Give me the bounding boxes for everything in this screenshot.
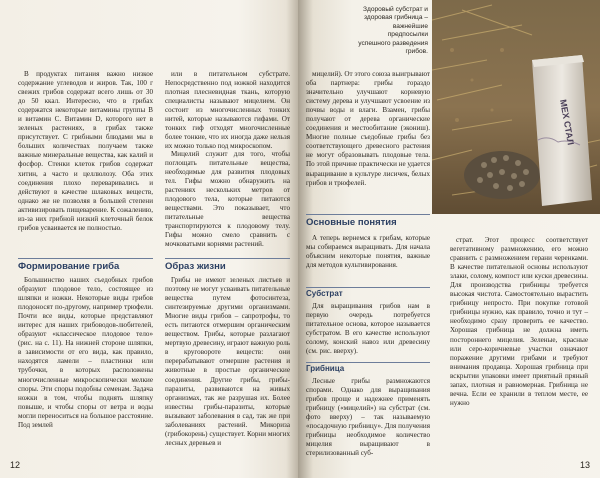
bag-label: МЕХ СТАЛ	[558, 98, 576, 146]
left-page	[0, 0, 298, 478]
right-top-paragraph: мицелий). От этого союза выигрывают оба партнера: грибы гораздо значительно улучшают корневую систему дерева и улучшают усвоение из почвы воды и влаги. Взамен, грибы получают от дерева органические соединения и местообитание (экониш). Многие полные съедобные грибы без соответствующего древесного растения не могут образовывать плодовые тела. По этой причине практически не удается выращивание в культуре лисичек, белых грибов и трюфелей.	[306, 70, 430, 187]
concepts-paragraph: А теперь вернемся к грибам, которые мы собираемся выращивать. Для начала объясним некоторые понятия, важные для методов культивирования.	[306, 234, 430, 270]
middle-column-top: или в питательном субстрате. Непосредственно под ножкой находится плотная плесневидная ткань, которую специалисты называют мицелием. Он состоит из многочисленных тонких нитей, которые называются гифами. От тонких гиф отходят многочисленные более тонкие, что их иногда даже нельзя их можно только под микроскопом.	[165, 70, 290, 151]
photo-caption: Здоровый субстрат и здоровая грибница – важнейшие предпосылки успешного разведения грибов.	[358, 6, 428, 56]
substrate-paragraph: Для выращивания грибов нам в первую очередь потребуется питательное основа, которое называется субстратом. В его качестве используют солому, конский навоз или древесину (см. рис. вверху).	[306, 302, 430, 356]
photo-illustration	[432, 0, 600, 214]
right-column-paragraph: страт. Этот процесс соответствует вегетативному размножению, его можно сравнить с размножением герани черенками. В качестве питательной основы используют злаки, солому, компост или куски древесины. Для производства грибницы требуется высокая чистота. Самостоятельно вырастить грибницу непросто. При покупке готовой грибницы нужно, как правило, точно и тут – необходимо сразу проверить ее качество. Хорошая грибница не должна иметь постороннего мицелия. Зеленые, красные или серо-коричневые участки означают поражение другими грибами и требуют внимания продавца. Хорошая грибница при вскрытии упаковки имеет приятный пряный запах, плотная и равномерная. Грибница не вечна. Если ее хранили в теплом месте, ее нужно	[450, 236, 588, 407]
heading-formation: Формирование гриба	[18, 258, 153, 272]
page-number-left: 12	[10, 460, 21, 470]
formation-paragraph: Большинство наших съедобных грибов образуют плодовое тело, состоящее из шляпки и ножки. Некоторые виды грибов плодоносят по-другому, например трюфели. Почти все виды, которые представляют интерес для наших грибоводов-любителей, образуют «классическое плодовое тело» (рис. на с. 11). На нижней стороне шляпки, в зависимости от его вида, как правило, находятся ламели – пластинки или трубочки, в которых расположены многочисленные микроскопически мелкие споры. Эти споры подобны семенам. Задача ножки в том, чтобы поднять шляпку повыше, и чтобы споры от ветра и воды могли переноситься на большое расстояние. Под землей	[18, 276, 153, 429]
lifestyle-paragraph: Грибы не имеют зеленых листьев и поэтому не могут усваивать питательные вещества путем фотосинтеза, синтезируемые другими организмами. Многие виды грибов – сапротрофы, то есть питаются отмершим органическим веществом. Грибы, которые разлагают мертвую древесину, играют важную роль в круговороте веществ: они перерабатывают отмершие растения и животные в простые органические соединения. Другие грибы, грибы-паразиты, развиваются на живых организмах, так же разрушая их. Более известны грибы-паразиты, которые вызывают заболевания в сад, так же при заболеваниях растений. Микориза (грибокорень) существует. Корни многих лесных деревьев и	[165, 276, 290, 447]
heading-basic-concepts: Основные понятия	[306, 214, 430, 228]
heading-substrate: Субстрат	[306, 287, 430, 298]
intro-paragraph: В продуктах питания важно низкое содержание углеводов и жиров. Так, 100 г свежих грибов содержат всего лишь от 30 до 50 ккал. Интересно, что в грибах содержатся некоторые витамины группы В и витамин С. Витамин D, которого нет в зеленых растениях, в грибах также присутствует. С грибными блюдами мы в больших количествах получаем также важные минеральные вещества, как калий и фосфор. Стенки клеток грибов содержат хитин, а часто и целлюлозу. Оба этих соединения плохо переваривались и действуют в качестве шлаковых веществ, однако же не позволяя в большей степени активизировать пищеварение. К сожалению, из-за них грибной низкий клеточный белок грибов усваивается не полностью.	[18, 70, 153, 232]
mycelium-paragraph: Лесные грибы размножаются спорами. Однако для выращивания грибов проще и надежнее применять грибницу («мицелий») на субстрат (см. фото вверху) – так называемую «посадочную грибницу». Для получения грибницы необходимое количество мицелия выращивают в стерилизованный суб-	[306, 377, 430, 458]
mushroom-photo	[432, 0, 600, 214]
heading-mycelium: Грибница	[306, 362, 430, 373]
right-page	[298, 0, 600, 478]
page-number-right: 13	[579, 460, 590, 470]
heading-lifestyle: Образ жизни	[165, 258, 290, 272]
middle-column-mycelium: Мицелий служит для того, чтобы поглощать питательные вещества, необходимые для развития плодовых тел. Гифы можно обнаружить на растениях нескольких метров от плодового тела, которые питаются веществами. Это показывает, что питательные вещества транспортируются к плодовому телу. Гифы можно смело сравнить с мочковатыми корнями растений.	[165, 150, 290, 249]
